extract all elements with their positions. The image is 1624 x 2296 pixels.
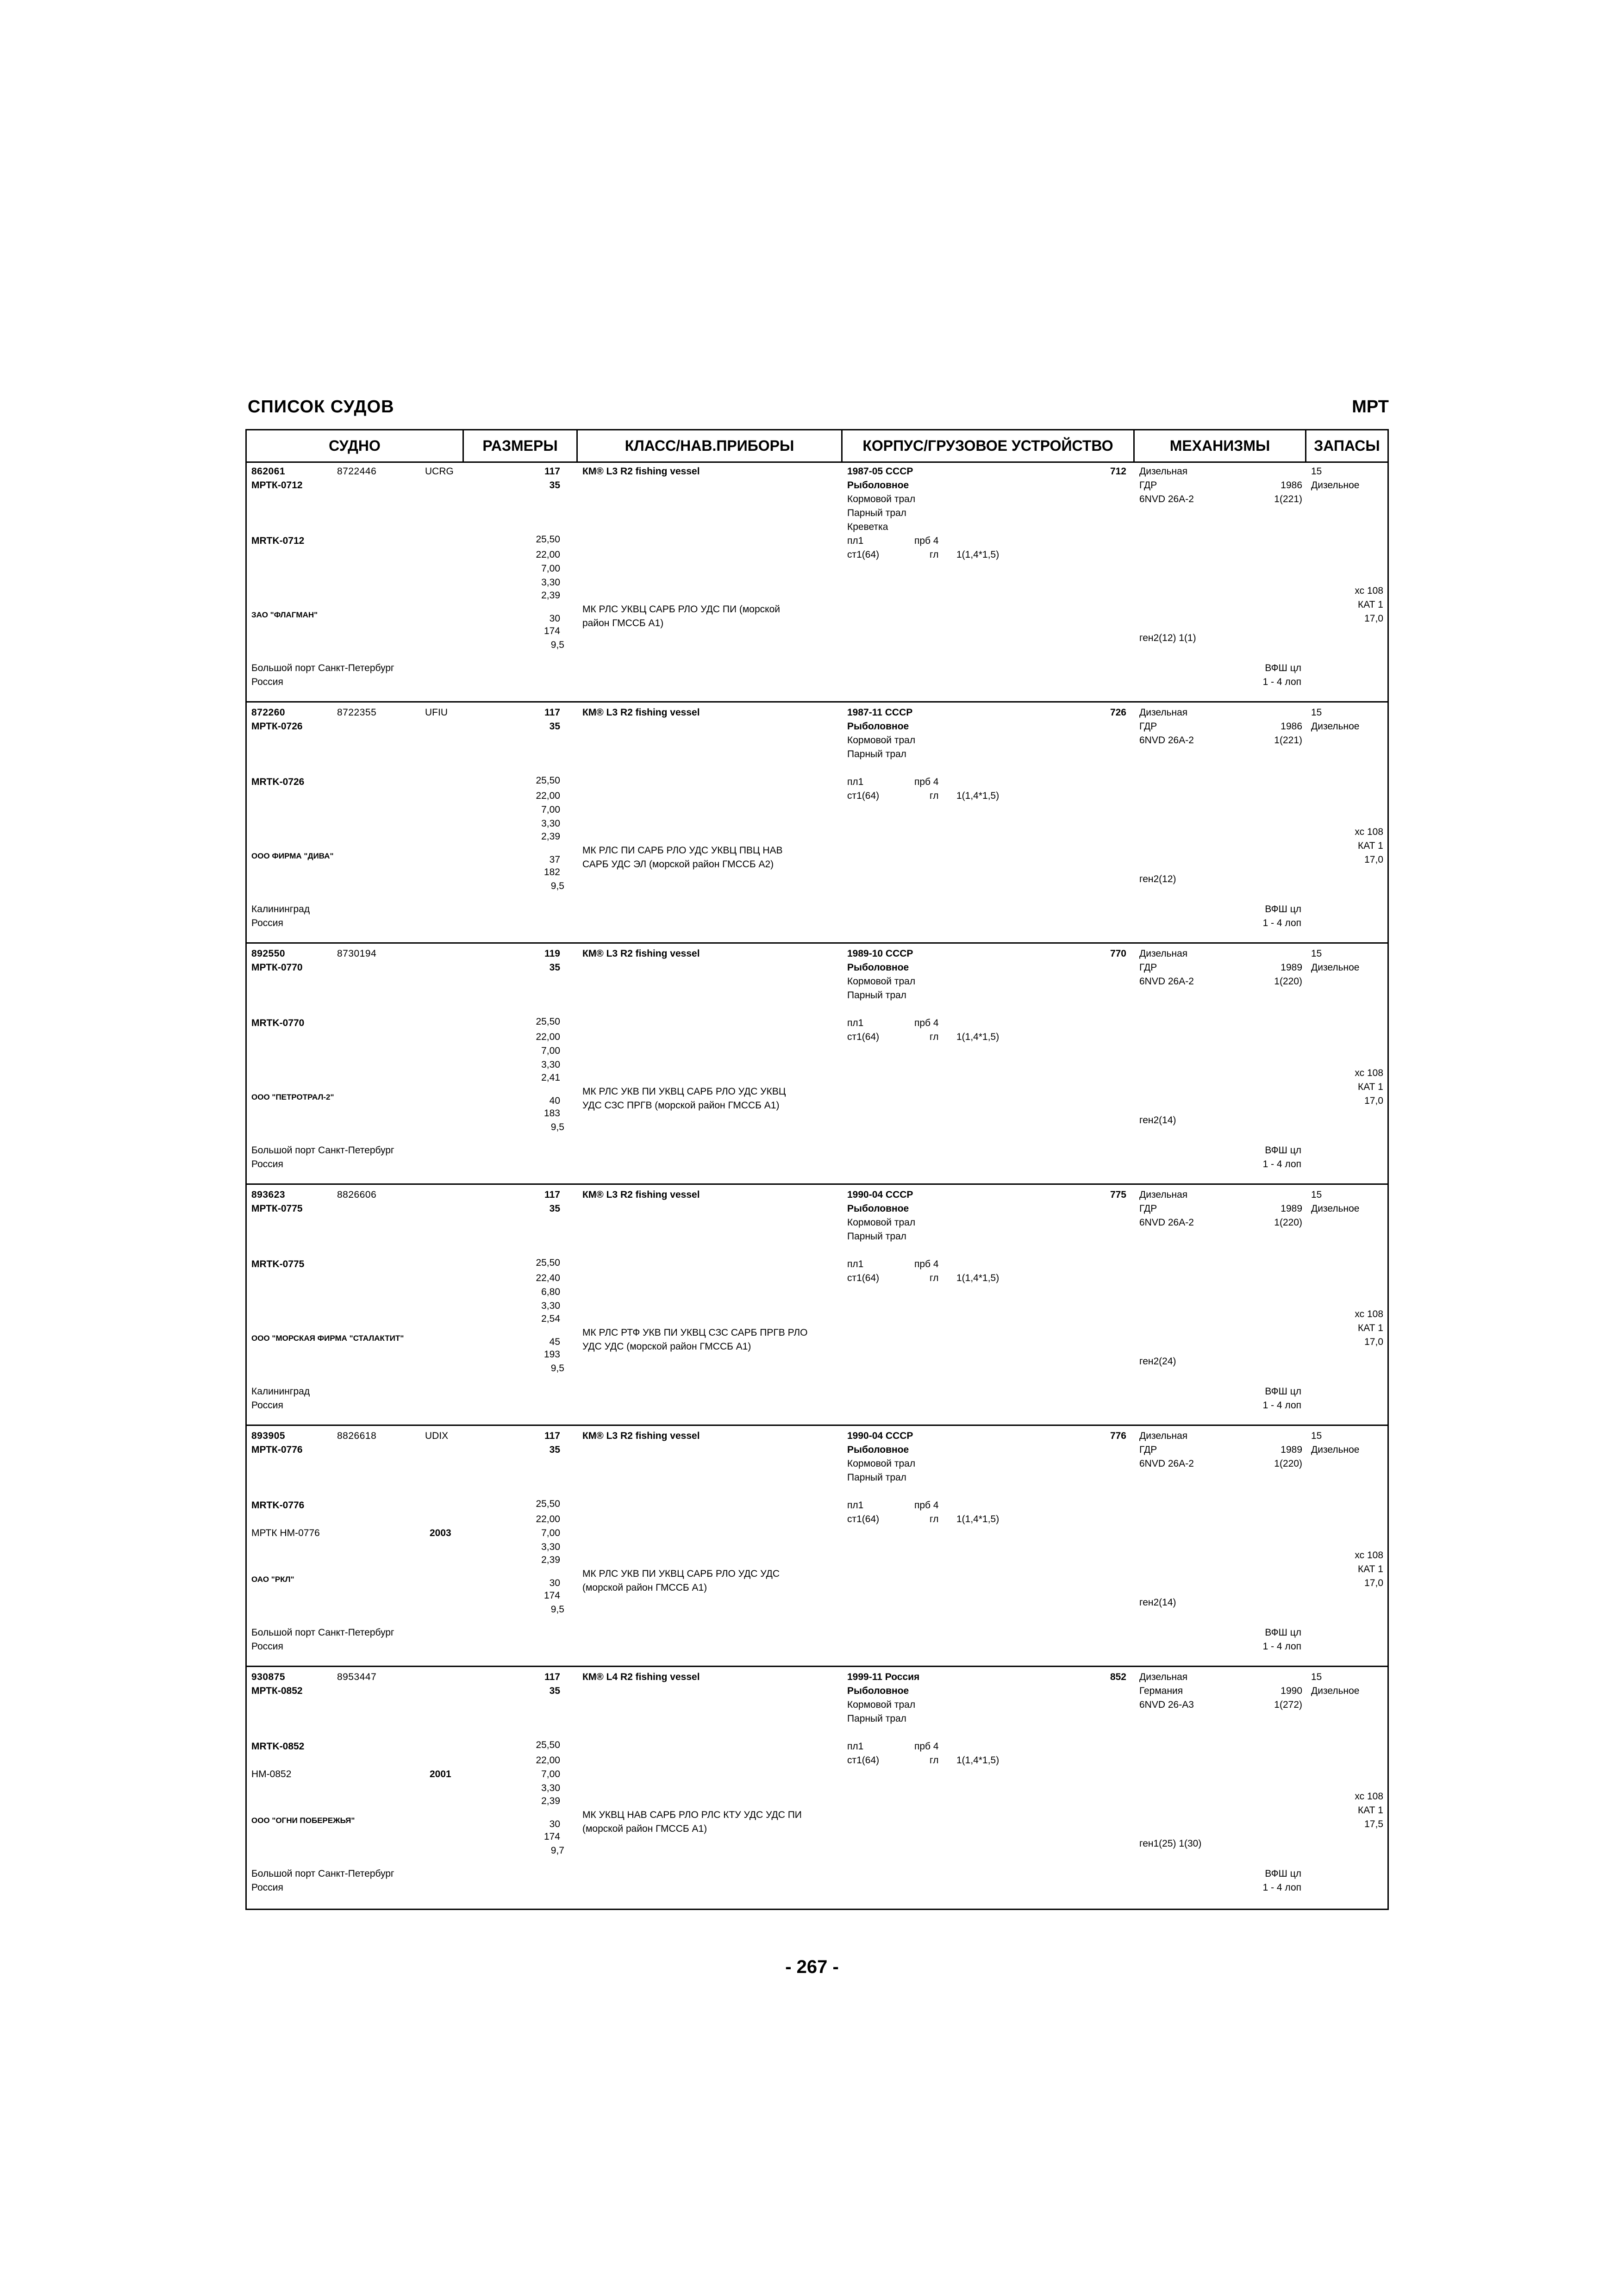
dimension-value: 2,54 — [541, 1313, 560, 1324]
country: Россия — [251, 1400, 283, 1411]
dimension-value: 2,39 — [541, 1796, 560, 1806]
call-sign: UDIX — [425, 1431, 449, 1441]
dimension-value: 22,00 — [536, 1514, 560, 1524]
dimension-value: 6,80 — [541, 1287, 560, 1297]
engine-type: Дизельная — [1139, 1189, 1188, 1200]
dimension-value: 117 — [544, 1431, 560, 1441]
owner: ООО "ПЕТРОТРАЛ-2" — [251, 1093, 334, 1101]
column-header-class: КЛАСС/НАВ.ПРИБОРЫ — [578, 430, 841, 463]
propeller-blades: 1 - 4 лоп — [1262, 918, 1301, 928]
owner: ОАО "РКЛ" — [251, 1575, 294, 1584]
nav-equipment: МК УКВЦ НАВ САРБ РЛО РЛС КТУ УДС УДС ПИ — [582, 1810, 802, 1820]
dimension-value: 3,30 — [541, 1542, 560, 1552]
owner: ООО "ОГНИ ПОБЕРЕЖЬЯ" — [251, 1816, 355, 1825]
fuel-type: Дизельное — [1311, 962, 1360, 973]
nav-equipment: САРБ УДС ЭЛ (морской район ГМССБ А2) — [582, 859, 774, 870]
home-port: Большой порт Санкт-Петербург — [251, 1145, 394, 1156]
vessel-name-latin: MRTK-0770 — [251, 1018, 305, 1028]
cargo-gear: гл — [930, 1755, 939, 1766]
class-notation: КМ® L3 R2 fishing vessel — [582, 1189, 700, 1200]
cargo-gear: прб 4 — [914, 535, 939, 546]
supply-value: 17,5 — [1364, 1819, 1383, 1829]
hull-feature: Парный трал — [847, 990, 906, 1001]
hull-type: Рыболовное — [847, 1444, 909, 1455]
dimension-value: 119 — [544, 948, 560, 959]
engine-year: 1989 — [1280, 962, 1302, 973]
hull-number: 726 — [1110, 707, 1126, 718]
engine-power: 1(220) — [1274, 1217, 1302, 1228]
build-date: 1999-11 Россия — [847, 1672, 920, 1682]
engine-year: 1989 — [1280, 1203, 1302, 1214]
build-date: 1990-04 СССР — [847, 1189, 913, 1200]
supply-value: 17,0 — [1364, 613, 1383, 624]
vessel-type-label: МРТ — [1352, 397, 1389, 417]
fuel-type: Дизельное — [1311, 721, 1360, 732]
country: Россия — [251, 918, 283, 928]
nav-equipment: УДС УДС (морской район ГМССБ А1) — [582, 1341, 751, 1352]
registry-number: 930875 — [251, 1672, 286, 1682]
dimension-value: 7,00 — [541, 563, 560, 574]
cargo-gear: пл1 — [847, 1018, 864, 1028]
dimension-value: 22,40 — [536, 1273, 560, 1283]
supply-value: КАТ 1 — [1358, 1323, 1383, 1333]
imo-number: 8722355 — [337, 707, 377, 718]
engine-model: 6NVD 26A-2 — [1139, 735, 1194, 746]
former-name: МРТК НМ-0776 — [251, 1528, 320, 1538]
owner: ООО ФИРМА "ДИВА" — [251, 852, 334, 860]
cargo-gear: гл — [930, 549, 939, 560]
home-port: Большой порт Санкт-Петербург — [251, 663, 394, 673]
hull-feature: Кормовой трал — [847, 1217, 916, 1228]
dimension-value: 30 — [549, 1578, 560, 1588]
dimension-value: 3,30 — [541, 1783, 560, 1793]
hull-feature: Кормовой трал — [847, 494, 916, 504]
fuel-capacity: 15 — [1311, 948, 1322, 959]
dimension-value: 25,50 — [536, 1257, 560, 1268]
cargo-gear: ст1(64) — [847, 790, 880, 801]
hull-feature: Кормовой трал — [847, 735, 916, 746]
home-port: Большой порт Санкт-Петербург — [251, 1627, 394, 1638]
dimension-value: 35 — [549, 1444, 560, 1455]
nav-equipment: МК РЛС УКВЦ САРБ РЛО УДС ПИ (морской — [582, 604, 780, 615]
fuel-capacity: 15 — [1311, 1672, 1322, 1682]
country: Россия — [251, 1882, 283, 1893]
nav-equipment: МК РЛС УКВ ПИ УКВЦ САРБ РЛО УДС УКВЦ — [582, 1086, 786, 1097]
dimension-value: 182 — [543, 867, 560, 877]
nav-equipment: МК РЛС ПИ САРБ РЛО УДС УКВЦ ПВЦ НАВ — [582, 845, 783, 856]
hull-number: 852 — [1110, 1672, 1126, 1682]
cargo-gear: ст1(64) — [847, 1273, 880, 1283]
propeller-blades: 1 - 4 лоп — [1262, 1641, 1301, 1652]
nav-equipment: УДС СЗС ПРГВ (морской район ГМССБ А1) — [582, 1100, 780, 1111]
engine-type: Дизельная — [1139, 707, 1188, 718]
hull-feature: Кормовой трал — [847, 1699, 916, 1710]
dimension-value: 22,00 — [536, 1032, 560, 1042]
nav-equipment: МК РЛС УКВ ПИ УКВЦ САРБ РЛО УДС УДС — [582, 1568, 780, 1579]
dimension-value: 3,30 — [541, 1059, 560, 1070]
dimension-value: 40 — [549, 1095, 560, 1106]
dimension-value: 183 — [543, 1108, 560, 1119]
imo-number: 8826606 — [337, 1189, 377, 1200]
dimension-value: 35 — [549, 721, 560, 732]
cargo-gear: пл1 — [847, 777, 864, 787]
supply-value: КАТ 1 — [1358, 599, 1383, 610]
vessel-name-latin: MRTK-0775 — [251, 1259, 305, 1269]
generators: ген2(24) — [1139, 1356, 1176, 1367]
dimension-value: 117 — [544, 1672, 560, 1682]
engine-power: 1(221) — [1274, 494, 1302, 504]
hull-feature: Парный трал — [847, 1713, 906, 1724]
vessel-entry — [247, 703, 1387, 944]
owner: ЗАО "ФЛАГМАН" — [251, 610, 318, 619]
engine-origin: ГДР — [1139, 962, 1157, 973]
engine-model: 6NVD 26-A3 — [1139, 1699, 1194, 1710]
class-notation: КМ® L4 R2 fishing vessel — [582, 1672, 700, 1682]
call-sign: UFIU — [425, 707, 448, 718]
supply-value: 17,0 — [1364, 1578, 1383, 1588]
engine-type: Дизельная — [1139, 1431, 1188, 1441]
fuel-capacity: 15 — [1311, 1189, 1322, 1200]
dimension-value: 7,00 — [541, 1528, 560, 1538]
generators: ген2(14) — [1139, 1597, 1176, 1608]
dimension-value: 9,5 — [550, 640, 564, 650]
vessel-entry — [247, 1426, 1387, 1667]
cargo-gear: ст1(64) — [847, 1514, 880, 1524]
vessel-entry — [247, 461, 1387, 703]
engine-type: Дизельная — [1139, 466, 1188, 477]
vessel-name: МРТК-0852 — [251, 1686, 303, 1696]
owner: ООО "МОРСКАЯ ФИРМА "СТАЛАКТИТ" — [251, 1334, 404, 1343]
dimension-value: 9,5 — [550, 1122, 564, 1132]
build-date: 1990-04 СССР — [847, 1431, 913, 1441]
column-header-supplies: ЗАПАСЫ — [1306, 430, 1387, 463]
supply-value: 17,0 — [1364, 1337, 1383, 1347]
propeller-blades: 1 - 4 лоп — [1262, 677, 1301, 687]
engine-year: 1990 — [1280, 1686, 1302, 1696]
dimension-value: 25,50 — [536, 534, 560, 545]
supply-value: КАТ 1 — [1358, 1082, 1383, 1092]
propeller: ВФШ цл — [1265, 663, 1301, 673]
engine-origin: ГДР — [1139, 1444, 1157, 1455]
hull-feature: Парный трал — [847, 1472, 906, 1483]
dimension-value: 7,00 — [541, 804, 560, 815]
cargo-gear: ст1(64) — [847, 549, 880, 560]
registry-number: 893623 — [251, 1189, 286, 1200]
engine-origin: ГДР — [1139, 721, 1157, 732]
column-header-machinery: МЕХАНИЗМЫ — [1135, 430, 1305, 463]
generators: ген2(14) — [1139, 1115, 1176, 1126]
supply-value: хс 108 — [1355, 1309, 1383, 1319]
dimension-value: 45 — [549, 1337, 560, 1347]
cargo-gear: прб 4 — [914, 1741, 939, 1752]
propeller: ВФШ цл — [1265, 1145, 1301, 1156]
nav-equipment: (морской район ГМССБ А1) — [582, 1582, 707, 1593]
page-title: СПИСОК СУДОВ — [248, 397, 394, 417]
vessel-name-latin: MRTK-0776 — [251, 1500, 305, 1511]
dimension-value: 3,30 — [541, 818, 560, 829]
dimension-value: 2,39 — [541, 590, 560, 601]
cargo-gear: пл1 — [847, 1500, 864, 1511]
hull-type: Рыболовное — [847, 1686, 909, 1696]
hull-feature: Кормовой трал — [847, 976, 916, 987]
cargo-gear: прб 4 — [914, 777, 939, 787]
cargo-gear: 1(1,4*1,5) — [956, 549, 999, 560]
cargo-gear: прб 4 — [914, 1259, 939, 1269]
generators: ген1(25) 1(30) — [1139, 1838, 1202, 1849]
registry-number: 872260 — [251, 707, 286, 718]
propeller: ВФШ цл — [1265, 1868, 1301, 1879]
page-number: - 267 - — [785, 1957, 839, 1977]
dimension-value: 174 — [543, 1590, 560, 1601]
cargo-gear: пл1 — [847, 1259, 864, 1269]
dimension-value: 30 — [549, 613, 560, 624]
build-date: 1989-10 СССР — [847, 948, 913, 959]
class-notation: КМ® L3 R2 fishing vessel — [582, 707, 700, 718]
hull-type: Рыболовное — [847, 480, 909, 491]
fuel-capacity: 15 — [1311, 707, 1322, 718]
imo-number: 8953447 — [337, 1672, 377, 1682]
cargo-gear: гл — [930, 1032, 939, 1042]
hull-feature: Парный трал — [847, 508, 906, 518]
vessel-entry — [247, 1185, 1387, 1426]
dimension-value: 7,00 — [541, 1045, 560, 1056]
engine-model: 6NVD 26A-2 — [1139, 1217, 1194, 1228]
build-date: 1987-05 СССР — [847, 466, 913, 477]
vessel-name: МРТК-0712 — [251, 480, 303, 491]
cargo-gear: 1(1,4*1,5) — [956, 790, 999, 801]
class-notation: КМ® L3 R2 fishing vessel — [582, 1431, 700, 1441]
build-date: 1987-11 СССР — [847, 707, 913, 718]
cargo-gear: пл1 — [847, 1741, 864, 1752]
cargo-gear: 1(1,4*1,5) — [956, 1514, 999, 1524]
hull-number: 712 — [1110, 466, 1126, 477]
dimension-value: 9,5 — [550, 1363, 564, 1374]
cargo-gear: пл1 — [847, 535, 864, 546]
cargo-gear: гл — [930, 1514, 939, 1524]
dimension-value: 7,00 — [541, 1769, 560, 1780]
country: Россия — [251, 1159, 283, 1170]
supply-value: КАТ 1 — [1358, 1564, 1383, 1574]
cargo-gear: прб 4 — [914, 1500, 939, 1511]
home-port: Большой порт Санкт-Петербург — [251, 1868, 394, 1879]
hull-type: Рыболовное — [847, 721, 909, 732]
vessel-name-latin: MRTK-0726 — [251, 777, 305, 787]
dimension-value: 9,7 — [550, 1845, 564, 1856]
vessel-name-latin: MRTK-0712 — [251, 535, 305, 546]
class-notation: КМ® L3 R2 fishing vessel — [582, 948, 700, 959]
engine-model: 6NVD 26A-2 — [1139, 976, 1194, 987]
hull-feature: Кормовой трал — [847, 1458, 916, 1469]
propeller: ВФШ цл — [1265, 1386, 1301, 1397]
hull-type: Рыболовное — [847, 1203, 909, 1214]
fuel-type: Дизельное — [1311, 1444, 1360, 1455]
imo-number: 8826618 — [337, 1431, 377, 1441]
vessel-name: МРТК-0776 — [251, 1444, 303, 1455]
supply-value: хс 108 — [1355, 1068, 1383, 1078]
dimension-value: 30 — [549, 1819, 560, 1829]
supply-value: 17,0 — [1364, 854, 1383, 865]
hull-number: 775 — [1110, 1189, 1126, 1200]
dimension-value: 174 — [543, 1831, 560, 1842]
vessel-entry — [247, 1667, 1387, 1908]
dimension-value: 25,50 — [536, 1499, 560, 1509]
dimension-value: 193 — [543, 1349, 560, 1360]
dimension-value: 25,50 — [536, 1740, 560, 1750]
cargo-gear: гл — [930, 790, 939, 801]
fuel-type: Дизельное — [1311, 1203, 1360, 1214]
home-port: Калининград — [251, 904, 310, 915]
call-sign: UCRG — [425, 466, 454, 477]
country: Россия — [251, 677, 283, 687]
dimension-value: 117 — [544, 1189, 560, 1200]
dimension-value: 2,41 — [541, 1072, 560, 1083]
propeller-blades: 1 - 4 лоп — [1262, 1882, 1301, 1893]
dimension-value: 117 — [544, 707, 560, 718]
vessel-name-latin: MRTK-0852 — [251, 1741, 305, 1752]
home-port: Калининград — [251, 1386, 310, 1397]
nav-equipment: МК РЛС РТФ УКВ ПИ УКВЦ СЗС САРБ ПРГВ РЛО — [582, 1327, 808, 1338]
dimension-value: 22,00 — [536, 790, 560, 801]
dimension-value: 174 — [543, 626, 560, 636]
dimension-value: 35 — [549, 962, 560, 973]
supply-value: 17,0 — [1364, 1095, 1383, 1106]
imo-number: 8730194 — [337, 948, 377, 959]
nav-equipment: (морской район ГМССБ А1) — [582, 1823, 707, 1834]
engine-year: 1986 — [1280, 480, 1302, 491]
dimension-value: 37 — [549, 854, 560, 865]
hull-number: 776 — [1110, 1431, 1126, 1441]
cargo-gear: прб 4 — [914, 1018, 939, 1028]
engine-power: 1(272) — [1274, 1699, 1302, 1710]
fuel-capacity: 15 — [1311, 1431, 1322, 1441]
registry-number: 893905 — [251, 1431, 286, 1441]
class-notation: КМ® L3 R2 fishing vessel — [582, 466, 700, 477]
generators: ген2(12) — [1139, 874, 1176, 884]
column-header-dimensions: РАЗМЕРЫ — [464, 430, 576, 463]
hull-feature: Парный трал — [847, 1231, 906, 1242]
dimension-value: 22,00 — [536, 1755, 560, 1766]
cargo-gear: 1(1,4*1,5) — [956, 1032, 999, 1042]
header-rule — [247, 430, 1387, 463]
engine-year: 1986 — [1280, 721, 1302, 732]
column-header-vessel: СУДНО — [247, 430, 462, 463]
cargo-gear: ст1(64) — [847, 1755, 880, 1766]
generators: ген2(12) 1(1) — [1139, 633, 1196, 643]
imo-number: 8722446 — [337, 466, 377, 477]
hull-feature: Парный трал — [847, 749, 906, 759]
dimension-value: 22,00 — [536, 549, 560, 560]
dimension-value: 3,30 — [541, 1300, 560, 1311]
fuel-type: Дизельное — [1311, 1686, 1360, 1696]
vessel-entry — [247, 944, 1387, 1185]
registry-number: 892550 — [251, 948, 286, 959]
cargo-gear: 1(1,4*1,5) — [956, 1755, 999, 1766]
dimension-value: 35 — [549, 1686, 560, 1696]
hull-feature: Креветка — [847, 522, 888, 532]
engine-type: Дизельная — [1139, 1672, 1188, 1682]
propeller-blades: 1 - 4 лоп — [1262, 1159, 1301, 1170]
propeller: ВФШ цл — [1265, 1627, 1301, 1638]
engine-type: Дизельная — [1139, 948, 1188, 959]
supply-value: КАТ 1 — [1358, 840, 1383, 851]
fuel-capacity: 15 — [1311, 466, 1322, 477]
supply-value: хс 108 — [1355, 1791, 1383, 1802]
registry-number: 862061 — [251, 466, 286, 477]
engine-power: 1(220) — [1274, 976, 1302, 987]
former-name-year: 2001 — [430, 1769, 451, 1780]
dimension-value: 25,50 — [536, 775, 560, 786]
supply-value: хс 108 — [1355, 585, 1383, 596]
engine-origin: Германия — [1139, 1686, 1183, 1696]
dimension-value: 2,39 — [541, 831, 560, 842]
dimension-value: 117 — [544, 466, 560, 477]
hull-type: Рыболовное — [847, 962, 909, 973]
engine-year: 1989 — [1280, 1444, 1302, 1455]
fuel-type: Дизельное — [1311, 480, 1360, 491]
supply-value: КАТ 1 — [1358, 1805, 1383, 1816]
engine-power: 1(220) — [1274, 1458, 1302, 1469]
column-header-hull: КОРПУС/ГРУЗОВОЕ УСТРОЙСТВО — [843, 430, 1133, 463]
engine-model: 6NVD 26A-2 — [1139, 1458, 1194, 1469]
engine-power: 1(221) — [1274, 735, 1302, 746]
dimension-value: 2,39 — [541, 1555, 560, 1565]
former-name-year: 2003 — [430, 1528, 451, 1538]
engine-origin: ГДР — [1139, 480, 1157, 491]
vessel-name: МРТК-0726 — [251, 721, 303, 732]
supply-value: хс 108 — [1355, 1550, 1383, 1561]
dimension-value: 35 — [549, 1203, 560, 1214]
cargo-gear: гл — [930, 1273, 939, 1283]
dimension-value: 25,50 — [536, 1016, 560, 1027]
engine-model: 6NVD 26A-2 — [1139, 494, 1194, 504]
supply-value: хс 108 — [1355, 827, 1383, 837]
cargo-gear: 1(1,4*1,5) — [956, 1273, 999, 1283]
dimension-value: 9,5 — [550, 1604, 564, 1615]
dimension-value: 35 — [549, 480, 560, 491]
propeller-blades: 1 - 4 лоп — [1262, 1400, 1301, 1411]
cargo-gear: ст1(64) — [847, 1032, 880, 1042]
dimension-value: 3,30 — [541, 577, 560, 588]
nav-equipment: район ГМССБ А1) — [582, 618, 664, 628]
former-name: НМ-0852 — [251, 1769, 292, 1780]
country: Россия — [251, 1641, 283, 1652]
engine-origin: ГДР — [1139, 1203, 1157, 1214]
hull-number: 770 — [1110, 948, 1126, 959]
dimension-value: 9,5 — [550, 881, 564, 891]
propeller: ВФШ цл — [1265, 904, 1301, 915]
vessel-name: МРТК-0770 — [251, 962, 303, 973]
vessel-name: МРТК-0775 — [251, 1203, 303, 1214]
